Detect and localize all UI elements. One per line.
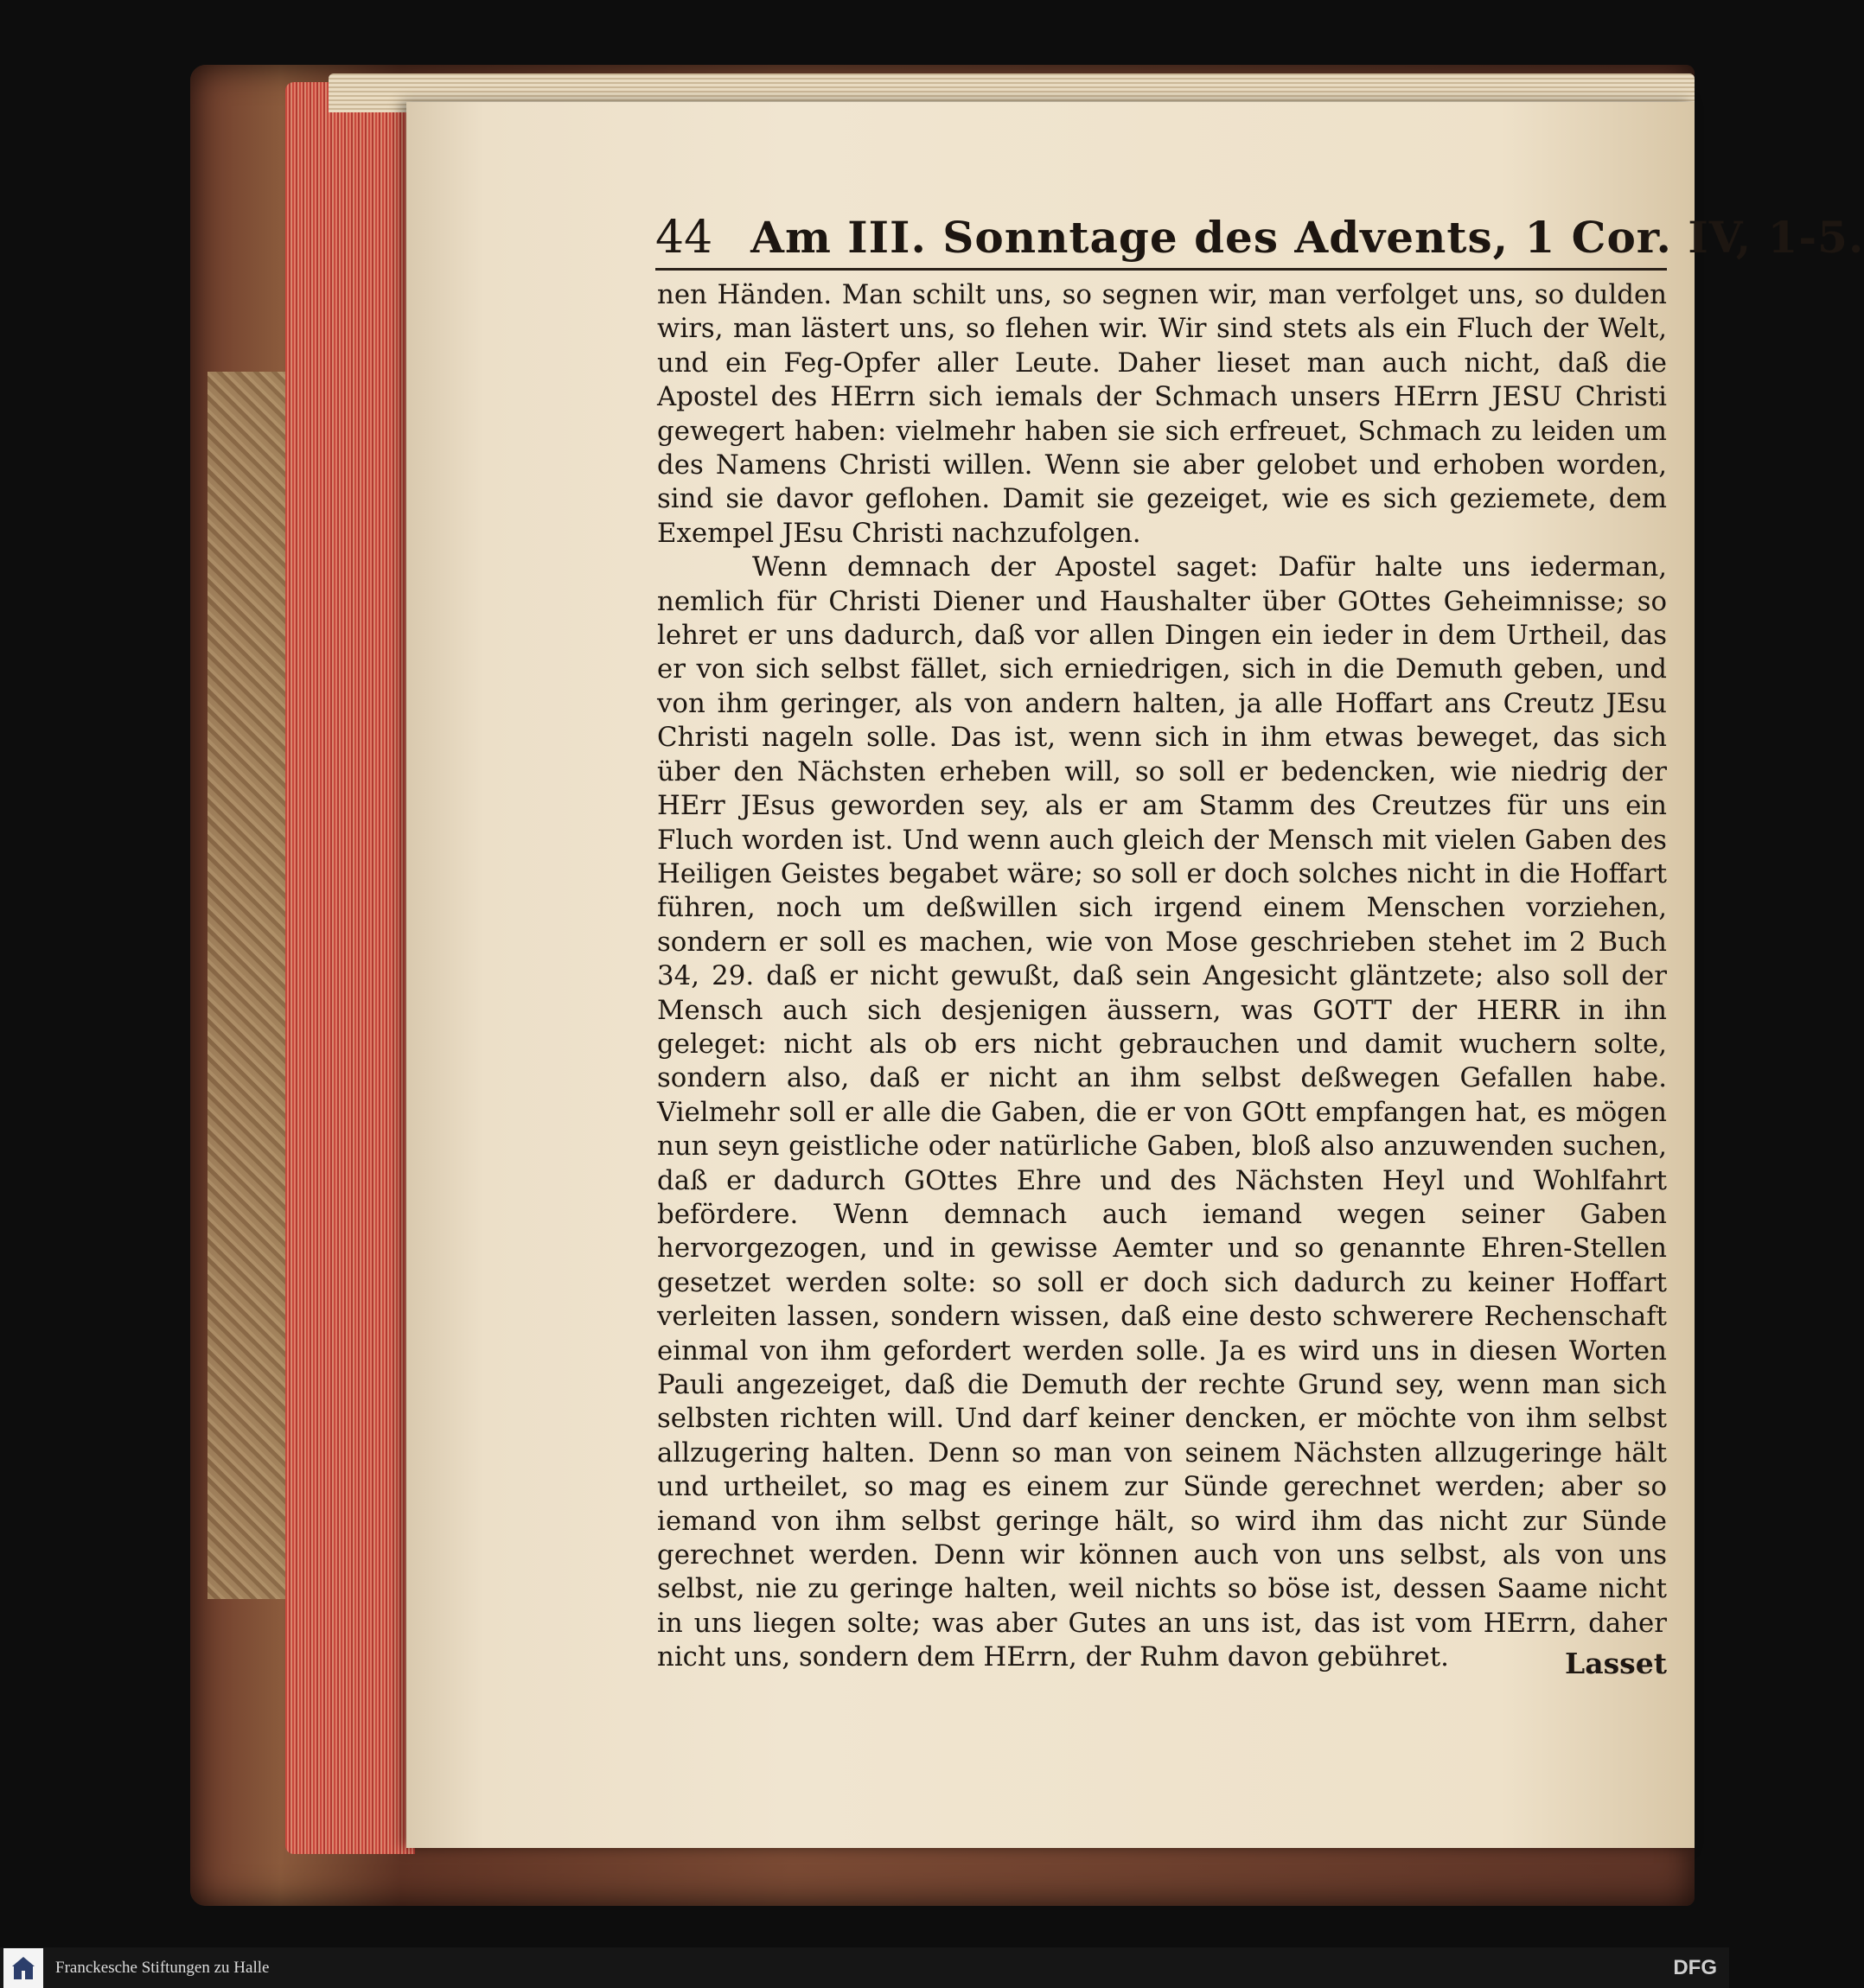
paragraph-1: nen Händen. Man schilt uns, so segnen wir, man verfolget uns, so dulden wirs, man lästert uns, so flehen wir. Wir sind stets als ein Fluch der Welt, und ein Feg-Opfer aller Leute. Daher lieset man auch nicht, daß die Apostel des HErrn sich iemals der Schmach unsers HErrn JESU Christi gewegert haben: vielmehr haben sie sich erfreuet, Schmach zu leiden um des Namens Christi willen. Wenn sie aber gelobet und erhoben worden, sind sie davor geflohen. Damit sie gezeiget, wie es sich geziemete, dem Exempel JEsu Christi nachzufolgen. <box>657 279 1667 549</box>
page-edges <box>285 82 415 1854</box>
running-title: Am III. Sonntage des Advents, 1 Cor. IV, 1-5. <box>750 212 1864 263</box>
footer-bar <box>0 1947 1729 1988</box>
footer-institution[interactable]: Franckesche Stiftungen zu Halle <box>55 1958 270 1977</box>
paragraph-2: Wenn demnach der Apostel saget: Dafür halte uns iederman, nemlich für Christi Diener und Haushalter über GOttes Geheimnisse; so lehret er uns dadurch, daß vor allen Dingen ein ieder in dem Urtheil, das er von sich selbst fället, sich erniedrigen, sich in die Demuth geben, und von ihm geringer, als von andern halten, ja alle Hoffart ans Creutz JEsu Christi nageln solle. Das ist, wenn sich in ihm etwas beweget, das sich über den Nächsten erheben will, so soll er bedencken, wie niedrig der HErr JEsus geworden sey, als er am Stamm des Creutzes für uns ein Fluch worden ist. Und wenn auch gleich der Mensch mit vielen Gaben des Heiligen Geistes begabet wäre; so soll er doch solches nicht in die Hoffart führen, noch um deßwillen sich irgend einem Menschen vorziehen, sondern er soll es machen, wie von Mose geschrieben stehet im 2 Buch 34, 29. daß er nicht gewußt, daß sein Angesicht gläntzete; also soll der Mensch auch sich desjenigen äussern, was GOTT der HERR in ihn geleget: nicht als ob ers nicht gebrauchen und damit wuchern solte, sondern also, daß er nicht an ihm selbst deßwegen Gefallen habe. Vielmehr soll er alle die Gaben, die er von GOtt empfangen hat, es mögen nun seyn geistliche oder natürliche Gaben, bloß also anzuwenden suchen, daß er dadurch GOttes Ehre und des Nächsten Heyl und Wohlfahrt befördere. Wenn demnach auch iemand wegen seiner Gaben hervorgezogen, und in gewisse Aemter und so genannte Ehren-Stellen gesetzet werden solte: so soll er doch sich dadurch zu keiner Hoffart verleiten lassen, sondern wissen, daß eine desto schwerere Rechenschaft einmal von ihm gefordert werden solle. Ja es wird uns in diesen Worten Pauli angezeiget, daß die Demuth der rechte Grund sey, wenn man sich selbsten richten will. Und darf keiner dencken, er möchte von ihm selbst allzugering halten. Denn so man von seinem Nächsten allzugeringe hält und urtheilet, so mag es einem zur Sünde gerechnet werden; aber so iemand von ihm selbst geringe hält, so wird ihm das nicht zur Sünde gerechnet werden. Denn wir können auch von uns selbst, als von uns selbst, nie zu geringe halten, weil nichts so böse ist, dessen Saame nicht in uns liegen solte; was aber Gutes an uns ist, das ist vom HErrn, daher nicht uns, sondern dem HErrn, der Ruhm davon gebühret. <box>657 551 1667 1673</box>
institution-logo-icon <box>3 1948 43 1988</box>
page-header <box>655 212 1864 264</box>
header-rule <box>655 268 1667 271</box>
catchword: Lasset <box>1565 1647 1667 1680</box>
dfg-mark: DFG <box>1673 1955 1717 1979</box>
page-number: 44 <box>655 212 713 264</box>
body-text <box>657 278 1667 1675</box>
